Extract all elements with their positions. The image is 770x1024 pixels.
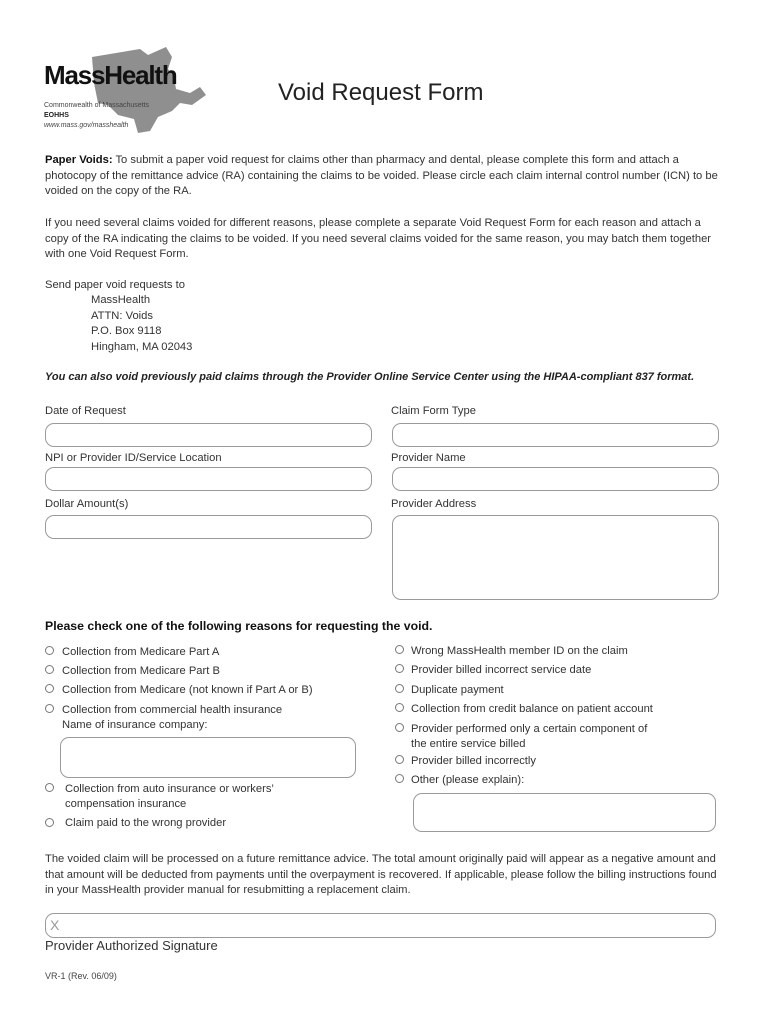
option-label: Collection from Medicare (not known if Part A or B) bbox=[62, 684, 313, 696]
paper-voids-paragraph: Paper Voids: To submit a paper void request for claims other than pharmacy and dental, please complete this form and attach a photocopy of the remittance advice (RA) containing the claims to be voided. Please circle each claim internal control number (ICN) to be voided on the copy of the RA. bbox=[45, 154, 718, 197]
radio-commercial-insurance[interactable] bbox=[45, 704, 54, 713]
provider-name-field[interactable] bbox=[392, 467, 719, 491]
option-label: Collection from Medicare Part B bbox=[62, 665, 220, 677]
logo-subtext: Commonwealth of Massachusetts EOHHS www.mass.gov/masshealth bbox=[44, 102, 150, 129]
radio-credit-balance[interactable] bbox=[395, 703, 404, 712]
date-of-request-field[interactable] bbox=[45, 423, 372, 447]
option-label: Collection from commercial health insurance Name of insurance company: bbox=[62, 704, 283, 731]
provider-address-label: Provider Address bbox=[391, 498, 477, 510]
option-label: Other (please explain): bbox=[411, 774, 525, 786]
masshealth-logo-text: MassHealth bbox=[44, 60, 177, 90]
radio-duplicate-payment[interactable] bbox=[395, 684, 404, 693]
radio-billed-incorrectly[interactable] bbox=[395, 755, 404, 764]
radio-medicare-unknown[interactable] bbox=[45, 684, 54, 693]
option-label: Provider billed incorrectly bbox=[411, 755, 536, 767]
closing-paragraph: The voided claim will be processed on a future remittance advice. The total amount originally paid will appear as a negative amount and that amount will be deducted from payments until the overpayment is recovered. If applicable, please follow the billing instructions found in your MassHealth provider manual for resubmitting a replacement claim. bbox=[45, 853, 717, 896]
signature-field[interactable] bbox=[45, 913, 716, 938]
date-of-request-label: Date of Request bbox=[45, 405, 126, 417]
other-explain-field[interactable] bbox=[413, 793, 716, 832]
radio-auto-workers-comp[interactable] bbox=[45, 783, 54, 792]
dollar-amounts-label: Dollar Amount(s) bbox=[45, 498, 129, 510]
online-void-note: You can also void previously paid claims through the Provider Online Service Center using the HIPAA-compliant 837 format. bbox=[45, 371, 695, 383]
reasons-heading: Please check one of the following reasons for requesting the void. bbox=[45, 619, 433, 633]
signature-label: Provider Authorized Signature bbox=[45, 938, 218, 953]
option-label: Wrong MassHealth member ID on the claim bbox=[411, 645, 628, 657]
radio-wrong-member-id[interactable] bbox=[395, 645, 404, 654]
form-revision: VR-1 (Rev. 06/09) bbox=[45, 971, 117, 981]
radio-other[interactable] bbox=[395, 774, 404, 783]
page-title: Void Request Form bbox=[278, 79, 484, 106]
radio-certain-component[interactable] bbox=[395, 723, 404, 732]
provider-address-field[interactable] bbox=[392, 515, 719, 600]
option-label: Collection from auto insurance or workers’ compensation insurance bbox=[65, 783, 274, 810]
radio-wrong-provider[interactable] bbox=[45, 818, 54, 827]
signature-x-mark: X bbox=[50, 917, 60, 933]
option-label: Collection from credit balance on patient account bbox=[411, 703, 653, 715]
radio-incorrect-service-date[interactable] bbox=[395, 664, 404, 673]
provider-name-label: Provider Name bbox=[391, 452, 466, 464]
option-label: Provider billed incorrect service date bbox=[411, 664, 592, 676]
option-label: Claim paid to the wrong provider bbox=[65, 817, 227, 829]
radio-medicare-part-b[interactable] bbox=[45, 665, 54, 674]
npi-label: NPI or Provider ID/Service Location bbox=[45, 452, 222, 464]
mailing-address: Send paper void requests to MassHealth ATTN: Voids P.O. Box 9118 Hingham, MA 02043 bbox=[45, 279, 193, 353]
npi-field[interactable] bbox=[45, 467, 372, 491]
insurance-company-field[interactable] bbox=[60, 737, 356, 778]
radio-medicare-part-a[interactable] bbox=[45, 646, 54, 655]
claim-form-type-label: Claim Form Type bbox=[391, 405, 476, 417]
option-label: Collection from Medicare Part A bbox=[62, 646, 220, 658]
option-label: Duplicate payment bbox=[411, 684, 504, 696]
dollar-amounts-field[interactable] bbox=[45, 515, 372, 539]
claim-form-type-field[interactable] bbox=[392, 423, 719, 447]
option-label: Provider performed only a certain component of the entire service billed bbox=[411, 723, 648, 750]
several-claims-paragraph: If you need several claims voided for different reasons, please complete a separate Void Request Form for each reason and attach a copy of the RA indicating the claims to be voided. If you need several claims voided for the same reason, you may batch them together with one Void Request Form. bbox=[45, 217, 712, 260]
